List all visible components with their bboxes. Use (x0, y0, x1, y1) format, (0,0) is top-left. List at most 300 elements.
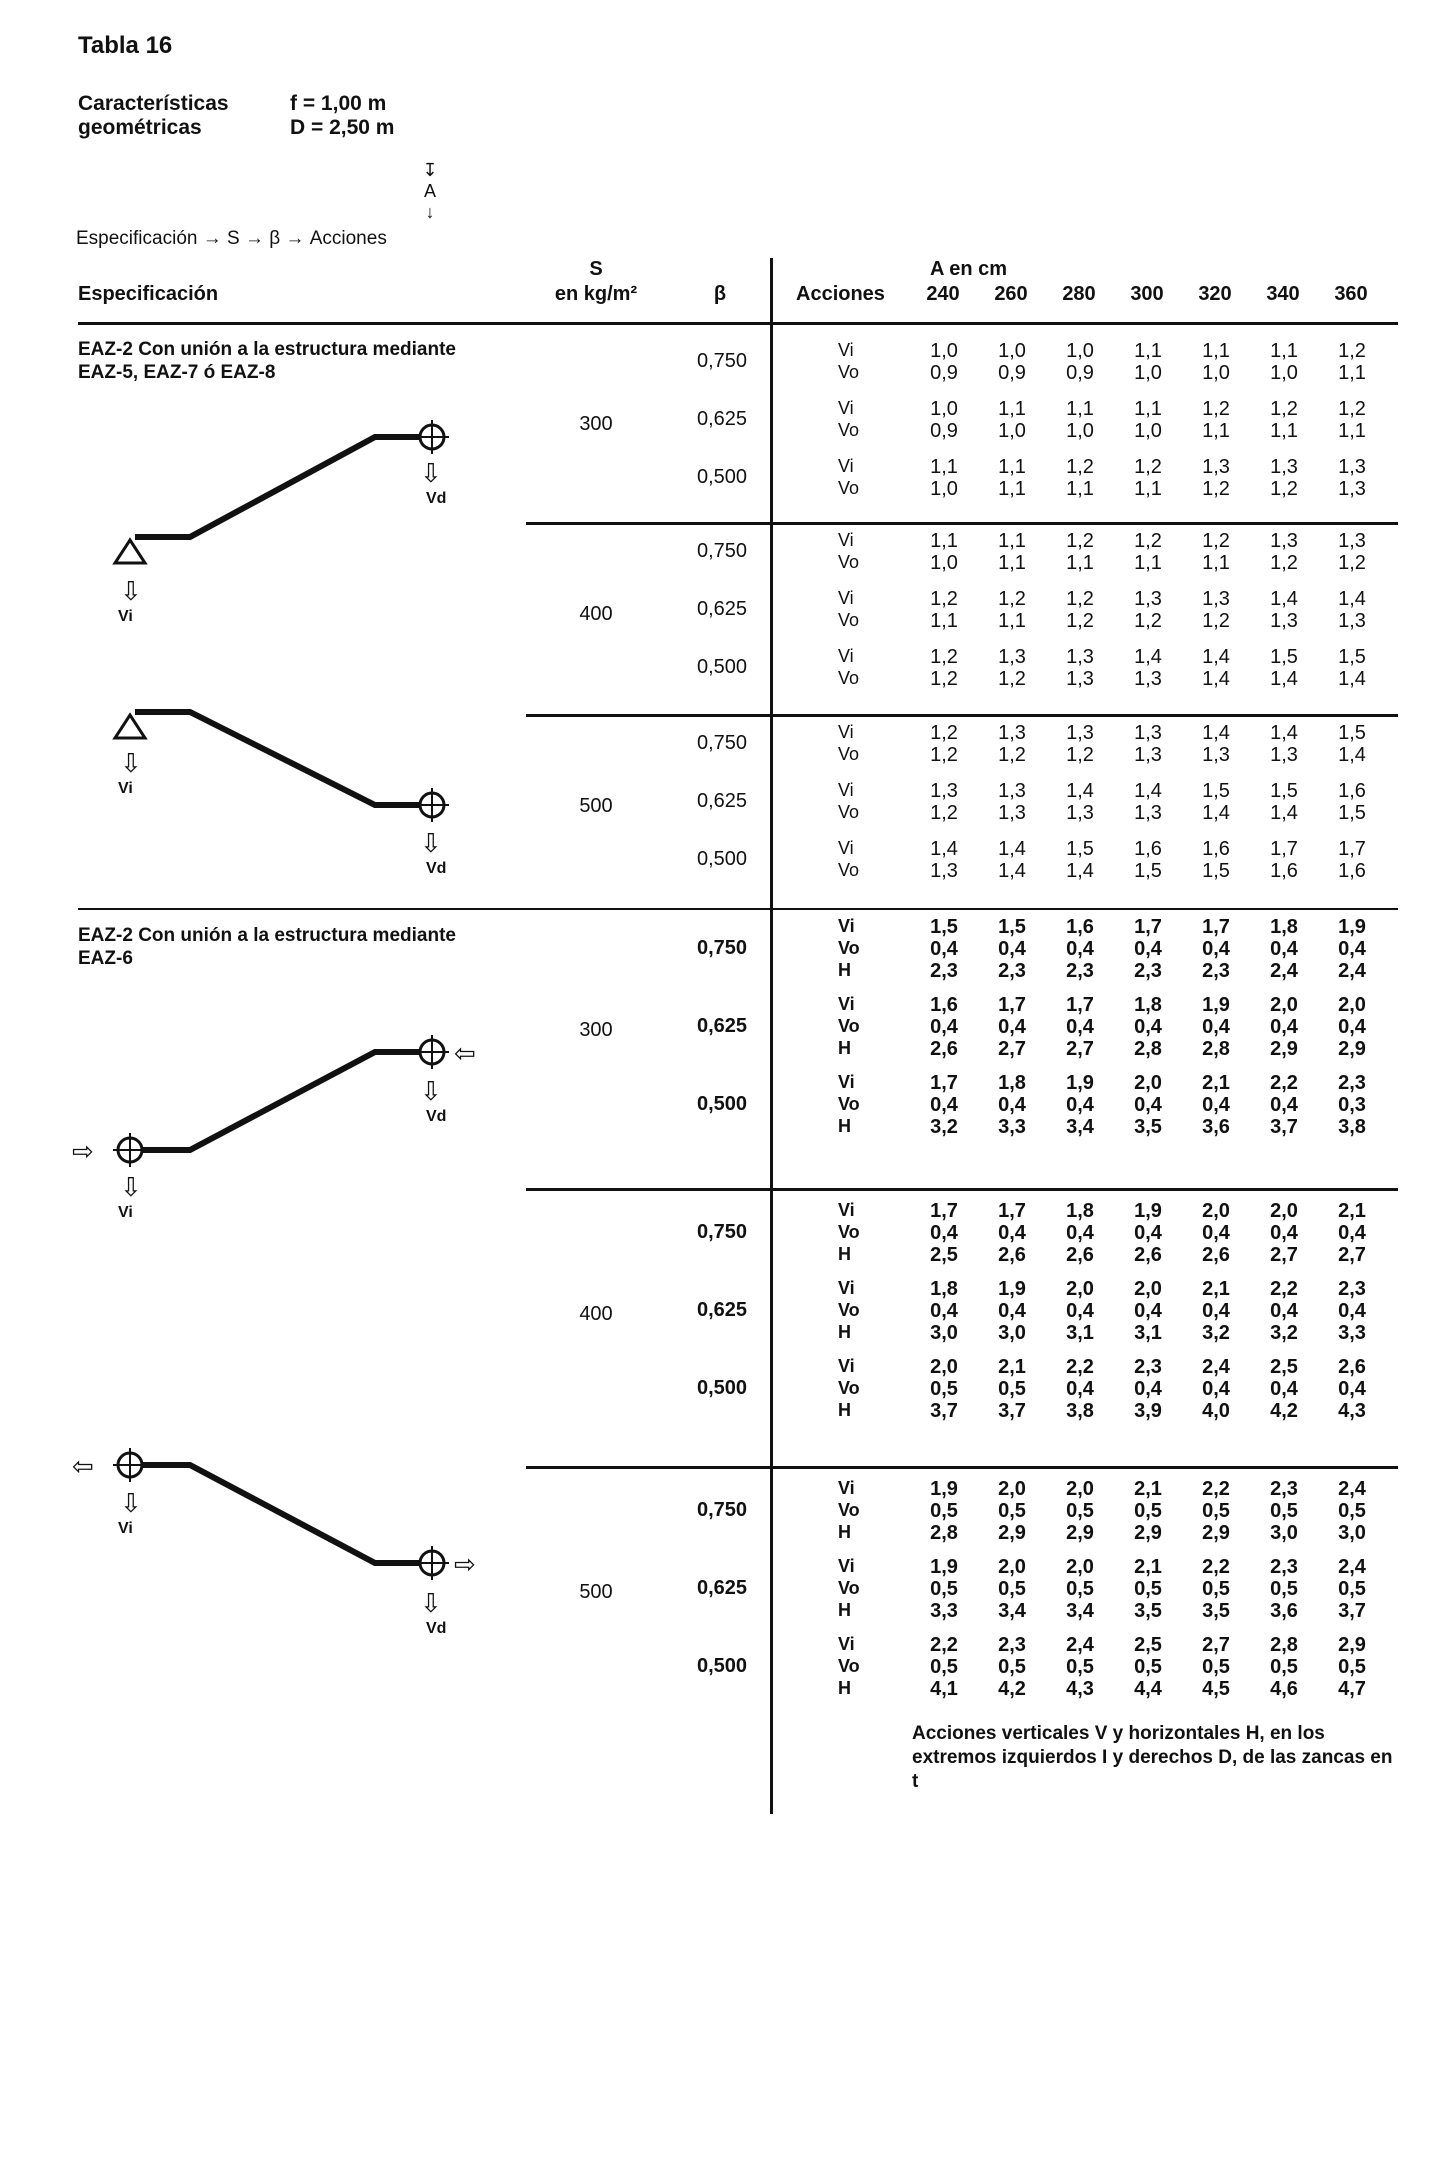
table-cell: 1,2 (1066, 588, 1094, 610)
table-cell: 1,9 (1134, 1200, 1162, 1222)
table-cell: 0,5 (930, 1578, 958, 1600)
action-label: Vo (838, 860, 860, 880)
table-cell: 3,2 (1270, 1322, 1298, 1344)
header-a-title: A en cm (930, 258, 1008, 280)
table-cell: 2,8 (1202, 1038, 1230, 1060)
table-cell: 1,2 (1202, 478, 1230, 500)
table-cell: 0,5 (1134, 1500, 1162, 1522)
table-cell: 1,2 (1066, 744, 1094, 766)
table-cell: 3,7 (1270, 1116, 1298, 1138)
table-cell: 3,4 (998, 1600, 1026, 1622)
table-cell: 1,3 (930, 780, 958, 802)
table-cell: 0,5 (930, 1656, 958, 1678)
action-label: Vi (838, 1634, 855, 1654)
column-header: 320 (1198, 283, 1232, 305)
arrow-right-icon: ⇨ (72, 1136, 94, 1166)
action-label: H (838, 1038, 851, 1058)
table-cell: 1,3 (1270, 744, 1298, 766)
table-cell: 2,9 (1338, 1038, 1366, 1060)
action-label: Vi (838, 530, 854, 550)
table-cell: 1,1 (1134, 398, 1162, 420)
table-cell: 4,1 (930, 1678, 958, 1700)
table-cell: 2,0 (1134, 1072, 1162, 1094)
beta-value: 0,750 (696, 732, 748, 754)
table-cell: 1,1 (1338, 362, 1366, 384)
action-label: H (838, 1244, 851, 1264)
table-cell: 0,4 (930, 1094, 958, 1116)
group-separator (526, 1188, 1398, 1191)
s-value: 500 (579, 1581, 613, 1603)
beta-value: 0,500 (696, 1377, 748, 1399)
table-cell: 1,7 (1134, 916, 1162, 938)
arrow-left-icon: ⇦ (454, 1038, 476, 1068)
table-cell: 1,4 (998, 838, 1026, 860)
table-cell: 2,6 (1066, 1244, 1094, 1266)
table-cell: 0,4 (1066, 1094, 1094, 1116)
table-cell: 1,1 (1338, 420, 1366, 442)
table-cell: 2,3 (1134, 960, 1162, 982)
table-cell: 2,2 (1202, 1556, 1230, 1578)
table-cell: 2,3 (1338, 1278, 1366, 1300)
table-cell: 2,3 (1270, 1556, 1298, 1578)
table-cell: 1,3 (1202, 456, 1230, 478)
table-cell: 2,4 (1338, 1478, 1366, 1500)
table-cell: 0,4 (1134, 938, 1162, 960)
table-cell: 1,2 (930, 646, 958, 668)
table-cell: 1,3 (1202, 588, 1230, 610)
table-cell: 1,4 (1134, 780, 1162, 802)
table-cell: 1,1 (1270, 340, 1298, 362)
action-label: Vo (838, 1656, 860, 1676)
table-cell: 0,4 (1066, 1300, 1094, 1322)
table-cell: 2,3 (1270, 1478, 1298, 1500)
table-cell: 1,3 (1134, 744, 1162, 766)
table-cell: 2,0 (998, 1556, 1026, 1578)
table-cell: 3,3 (998, 1116, 1026, 1138)
table-cell: 0,4 (1066, 1222, 1094, 1244)
beta-value: 0,750 (696, 540, 748, 562)
table-cell: 1,1 (1066, 478, 1094, 500)
table-cell: 0,4 (1270, 938, 1298, 960)
table-cell: 0,4 (1270, 1378, 1298, 1400)
table-cell: 1,6 (1202, 838, 1230, 860)
table-cell: 1,0 (1066, 420, 1094, 442)
section-separator (78, 908, 1398, 910)
table-cell: 0,4 (1338, 1222, 1366, 1244)
table-cell: 1,8 (998, 1072, 1026, 1094)
action-label: Vo (838, 1378, 860, 1398)
table-cell: 2,6 (998, 1244, 1026, 1266)
table-cell: 2,9 (998, 1522, 1026, 1544)
beta-value: 0,625 (696, 1299, 748, 1321)
table-cell: 1,9 (1066, 1072, 1094, 1094)
geometry-f: f = 1,00 m (290, 92, 387, 115)
action-label: Vo (838, 744, 860, 764)
table-cell: 1,1 (930, 610, 958, 632)
action-label: Vi (838, 1478, 855, 1498)
table-cell: 2,0 (1066, 1478, 1094, 1500)
table-cell: 2,7 (1202, 1634, 1230, 1656)
table-cell: 1,4 (1202, 722, 1230, 744)
action-label: H (838, 1522, 851, 1542)
table-cell: 1,2 (1338, 340, 1366, 362)
beta-value: 0,500 (696, 848, 748, 870)
table-cell: 2,6 (1134, 1244, 1162, 1266)
table-cell: 2,5 (1134, 1634, 1162, 1656)
table-cell: 3,4 (1066, 1116, 1094, 1138)
table-cell: 1,8 (1270, 916, 1298, 938)
table-cell: 1,3 (1270, 530, 1298, 552)
table-cell: 1,1 (998, 552, 1026, 574)
table-cell: 2,2 (1270, 1072, 1298, 1094)
arrow-down-icon: ⇩ (420, 1076, 442, 1106)
table-cell: 4,7 (1338, 1678, 1366, 1700)
table-cell: 2,7 (1270, 1244, 1298, 1266)
table-cell: 0,4 (1202, 1300, 1230, 1322)
table-cell: 1,4 (1338, 744, 1366, 766)
table-cell: 1,3 (1066, 722, 1094, 744)
table-cell: 0,4 (1338, 1378, 1366, 1400)
s-value: 300 (579, 413, 613, 435)
support-triangle-icon (115, 540, 145, 563)
table-cell: 1,8 (930, 1278, 958, 1300)
table-cell: 0,4 (998, 1016, 1026, 1038)
table-cell: 0,9 (930, 362, 958, 384)
diagram4-vd-label: Vd (426, 1620, 447, 1637)
arrow-left-icon: ⇦ (72, 1451, 94, 1481)
action-label: H (838, 1322, 851, 1342)
table-cell: 0,5 (1338, 1578, 1366, 1600)
table-cell: 0,4 (1338, 1300, 1366, 1322)
table-cell: 0,3 (1338, 1094, 1366, 1116)
table-cell: 1,9 (930, 1556, 958, 1578)
column-header: 280 (1062, 283, 1096, 305)
table-cell: 4,6 (1270, 1678, 1298, 1700)
action-label: Vi (838, 722, 854, 742)
group-separator (526, 1466, 1398, 1469)
table-cell: 0,4 (1134, 1300, 1162, 1322)
table-cell: 1,3 (1134, 802, 1162, 824)
table-cell: 2,5 (1270, 1356, 1298, 1378)
eye-icon: ↧ (422, 160, 438, 180)
table-cell: 1,2 (1270, 398, 1298, 420)
table-cell: 1,1 (1066, 552, 1094, 574)
table-cell: 0,4 (1338, 1016, 1366, 1038)
action-label: Vo (838, 1578, 860, 1598)
table-cell: 0,4 (1066, 1016, 1094, 1038)
header-spec: Especificación (78, 283, 219, 305)
diagram3-vd-label: Vd (426, 1108, 447, 1125)
table-cell: 1,5 (1134, 860, 1162, 882)
action-label: H (838, 1400, 851, 1420)
table-cell: 1,3 (998, 780, 1026, 802)
arrow-down-icon: ⇩ (420, 1588, 442, 1618)
table-cell: 1,2 (1270, 552, 1298, 574)
table-cell: 3,9 (1134, 1400, 1162, 1422)
table-cell: 1,3 (1338, 478, 1366, 500)
table-cell: 2,8 (1134, 1038, 1162, 1060)
table-cell: 1,2 (1338, 398, 1366, 420)
table-cell: 2,3 (1202, 960, 1230, 982)
table-cell: 1,1 (1134, 340, 1162, 362)
table-cell: 1,9 (1202, 994, 1230, 1016)
table-cell: 0,5 (1202, 1500, 1230, 1522)
table-cell: 2,1 (1134, 1556, 1162, 1578)
beta-value: 0,625 (696, 408, 748, 430)
table-cell: 1,1 (1202, 420, 1230, 442)
table-cell: 1,4 (1338, 668, 1366, 690)
table-cell: 0,9 (998, 362, 1026, 384)
table-cell: 1,2 (998, 744, 1026, 766)
table-cell: 1,3 (1338, 456, 1366, 478)
table-cell: 0,4 (1338, 938, 1366, 960)
table-cell: 2,2 (1066, 1356, 1094, 1378)
support-triangle-icon (115, 715, 145, 738)
action-label: Vo (838, 362, 860, 382)
table-cell: 2,3 (930, 960, 958, 982)
action-label: Vo (838, 1500, 860, 1520)
table-cell: 0,5 (1066, 1500, 1094, 1522)
table-cell: 1,2 (1338, 552, 1366, 574)
table-cell: 2,0 (1270, 1200, 1298, 1222)
table-cell: 1,7 (930, 1200, 958, 1222)
table-cell: 0,4 (1270, 1300, 1298, 1322)
action-label: Vo (838, 1300, 860, 1320)
table-cell: 3,0 (1270, 1522, 1298, 1544)
section-2-text: Con unión a la estructura mediante EAZ-6 (78, 925, 456, 969)
table-cell: 1,4 (1066, 780, 1094, 802)
table-cell: 1,6 (930, 994, 958, 1016)
table-cell: 1,0 (930, 478, 958, 500)
table-cell: 2,3 (998, 960, 1026, 982)
table-cell: 1,1 (1202, 552, 1230, 574)
beta-value: 0,750 (696, 1221, 748, 1243)
table-cell: 3,7 (998, 1400, 1026, 1422)
table-cell: 0,5 (930, 1378, 958, 1400)
action-label: Vi (838, 1556, 855, 1576)
geometry-d: D = 2,50 m (290, 116, 395, 139)
table-cell: 1,3 (1134, 668, 1162, 690)
table-title: Tabla 16 (78, 32, 173, 59)
table-cell: 0,5 (1270, 1656, 1298, 1678)
beta-value: 0,750 (696, 937, 748, 959)
table-cell: 2,3 (1338, 1072, 1366, 1094)
table-cell: 0,9 (930, 420, 958, 442)
table-cell: 1,8 (1134, 994, 1162, 1016)
table-cell: 1,5 (1338, 722, 1366, 744)
table-cell: 1,8 (1066, 1200, 1094, 1222)
table-cell: 0,4 (1270, 1094, 1298, 1116)
table-cell: 2,3 (998, 1634, 1026, 1656)
table-cell: 0,5 (1066, 1656, 1094, 1678)
action-label: Vi (838, 340, 854, 360)
table-cell: 0,5 (1202, 1656, 1230, 1678)
table-cell: 0,5 (998, 1500, 1026, 1522)
s-value: 500 (579, 795, 613, 817)
table-cell: 3,3 (930, 1600, 958, 1622)
table-cell: 0,5 (1270, 1500, 1298, 1522)
table-cell: 0,4 (1202, 938, 1230, 960)
table-cell: 2,0 (998, 1478, 1026, 1500)
beta-value: 0,625 (696, 1015, 748, 1037)
table-cell: 1,4 (1338, 588, 1366, 610)
table-cell: 2,0 (1134, 1278, 1162, 1300)
action-label: Vi (838, 1072, 855, 1092)
arrow-down-icon: ⇩ (120, 1172, 142, 1202)
table-cell: 2,3 (1066, 960, 1094, 982)
table-cell: 1,0 (1066, 340, 1094, 362)
table-cell: 3,1 (1066, 1322, 1094, 1344)
table-cell: 3,0 (998, 1322, 1026, 1344)
table-cell: 0,4 (998, 938, 1026, 960)
table-cell: 1,2 (930, 588, 958, 610)
table-cell: 0,5 (1270, 1578, 1298, 1600)
group-separator (526, 714, 1398, 717)
geometry-label-2: geométricas (78, 116, 202, 139)
table-cell: 0,4 (1134, 1016, 1162, 1038)
table-cell: 2,8 (1270, 1634, 1298, 1656)
header-acciones: Acciones (796, 283, 885, 305)
table-cell: 1,2 (1066, 610, 1094, 632)
table-cell: 0,5 (930, 1500, 958, 1522)
diagram2-vd-label: Vd (426, 860, 447, 877)
table-cell: 0,4 (930, 938, 958, 960)
table-cell: 3,8 (1338, 1116, 1366, 1138)
table-cell: 3,5 (1134, 1600, 1162, 1622)
table-cell: 1,9 (1338, 916, 1366, 938)
table-cell: 1,4 (1270, 668, 1298, 690)
table-cell: 2,2 (930, 1634, 958, 1656)
column-header: 240 (926, 283, 960, 305)
table-cell: 1,3 (1338, 530, 1366, 552)
table-cell: 1,0 (1134, 420, 1162, 442)
table-cell: 2,7 (1066, 1038, 1094, 1060)
table-cell: 1,3 (1066, 668, 1094, 690)
table-cell: 1,3 (1066, 646, 1094, 668)
table-cell: 2,4 (1066, 1634, 1094, 1656)
flow-text: Especificación → S → β → Acciones (76, 228, 387, 249)
table-cell: 2,3 (1134, 1356, 1162, 1378)
table-cell: 0,4 (1066, 1378, 1094, 1400)
arrow-right-icon: ⇨ (454, 1549, 476, 1579)
table-cell: 2,2 (1270, 1278, 1298, 1300)
table-cell: 4,3 (1066, 1678, 1094, 1700)
action-label: H (838, 1678, 851, 1698)
table-cell: 0,4 (1202, 1094, 1230, 1116)
table-cell: 1,1 (998, 478, 1026, 500)
table-cell: 1,2 (998, 588, 1026, 610)
table-cell: 3,0 (1338, 1522, 1366, 1544)
table-cell: 0,4 (930, 1300, 958, 1322)
table-cell: 2,2 (1202, 1478, 1230, 1500)
table-cell: 0,4 (1134, 1378, 1162, 1400)
table-cell: 0,5 (1066, 1578, 1094, 1600)
table-cell: 1,3 (998, 646, 1026, 668)
table-cell: 1,0 (930, 340, 958, 362)
table-cell: 1,1 (930, 530, 958, 552)
table-cell: 3,5 (1134, 1116, 1162, 1138)
table-cell: 1,5 (1270, 780, 1298, 802)
table-cell: 3,0 (930, 1322, 958, 1344)
table-cell: 1,5 (1338, 646, 1366, 668)
table-cell: 0,4 (1202, 1378, 1230, 1400)
action-label: Vo (838, 1016, 860, 1036)
diagram2-vi-label: Vi (118, 780, 133, 797)
action-label: Vo (838, 552, 860, 572)
action-label: Vo (838, 802, 860, 822)
table-cell: 2,1 (1202, 1278, 1230, 1300)
table-cell: 0,4 (1202, 1222, 1230, 1244)
table-cell: 1,4 (1270, 722, 1298, 744)
diagram3-vi-label: Vi (118, 1204, 133, 1221)
table-cell: 3,2 (1202, 1322, 1230, 1344)
table-cell: 1,7 (930, 1072, 958, 1094)
table-cell: 1,7 (1338, 838, 1366, 860)
table-cell: 4,0 (1202, 1400, 1230, 1422)
table-cell: 1,3 (998, 722, 1026, 744)
table-cell: 1,2 (1134, 610, 1162, 632)
table-cell: 4,3 (1338, 1400, 1366, 1422)
table-cell: 1,6 (1134, 838, 1162, 860)
table-cell: 1,3 (1134, 722, 1162, 744)
table-cell: 2,6 (1202, 1244, 1230, 1266)
action-label: Vi (838, 456, 854, 476)
table-cell: 1,5 (1338, 802, 1366, 824)
column-header: 360 (1334, 283, 1368, 305)
table-cell: 1,0 (998, 340, 1026, 362)
table-cell: 3,1 (1134, 1322, 1162, 1344)
section-1-text: Con unión a la estructura mediante EAZ-5, EAZ-7 ó EAZ-8 (78, 339, 456, 383)
table-cell: 1,1 (1202, 340, 1230, 362)
table-cell: 1,5 (930, 916, 958, 938)
action-label: Vi (838, 838, 854, 858)
table-cell: 1,5 (1066, 838, 1094, 860)
column-header: 300 (1130, 283, 1164, 305)
table-cell: 1,2 (1202, 398, 1230, 420)
table-cell: 2,9 (1338, 1634, 1366, 1656)
table-cell: 1,1 (998, 530, 1026, 552)
table-cell: 4,5 (1202, 1678, 1230, 1700)
table-cell: 1,2 (930, 722, 958, 744)
beta-value: 0,750 (696, 350, 748, 372)
table-cell: 1,4 (930, 838, 958, 860)
beta-value: 0,500 (696, 1093, 748, 1115)
footnote: Acciones verticales V y horizontales H, en los extremos izquierdos I y derechos D, de las zancas en t (912, 1723, 1393, 1792)
arrow-down-icon: ⇩ (120, 576, 142, 606)
table-cell: 2,0 (1202, 1200, 1230, 1222)
table-cell: 1,3 (1066, 802, 1094, 824)
action-label: Vi (838, 994, 855, 1014)
table-cell: 3,4 (1066, 1600, 1094, 1622)
table-cell: 3,3 (1338, 1322, 1366, 1344)
table-cell: 2,7 (998, 1038, 1026, 1060)
table-cell: 4,4 (1134, 1678, 1162, 1700)
beta-value: 0,500 (696, 1655, 748, 1677)
geometry-label-1: Características (78, 92, 229, 115)
table-cell: 2,6 (930, 1038, 958, 1060)
beta-value: 0,625 (696, 1577, 748, 1599)
action-label: Vi (838, 1278, 855, 1298)
table-cell: 2,1 (1338, 1200, 1366, 1222)
table-cell: 3,8 (1066, 1400, 1094, 1422)
table-cell: 3,7 (1338, 1600, 1366, 1622)
table-cell: 0,4 (1270, 1016, 1298, 1038)
table-cell: 1,2 (998, 668, 1026, 690)
arrow-down-icon: ⇩ (420, 828, 442, 858)
action-label: Vi (838, 780, 854, 800)
table-cell: 2,6 (1338, 1356, 1366, 1378)
table-cell: 4,2 (998, 1678, 1026, 1700)
